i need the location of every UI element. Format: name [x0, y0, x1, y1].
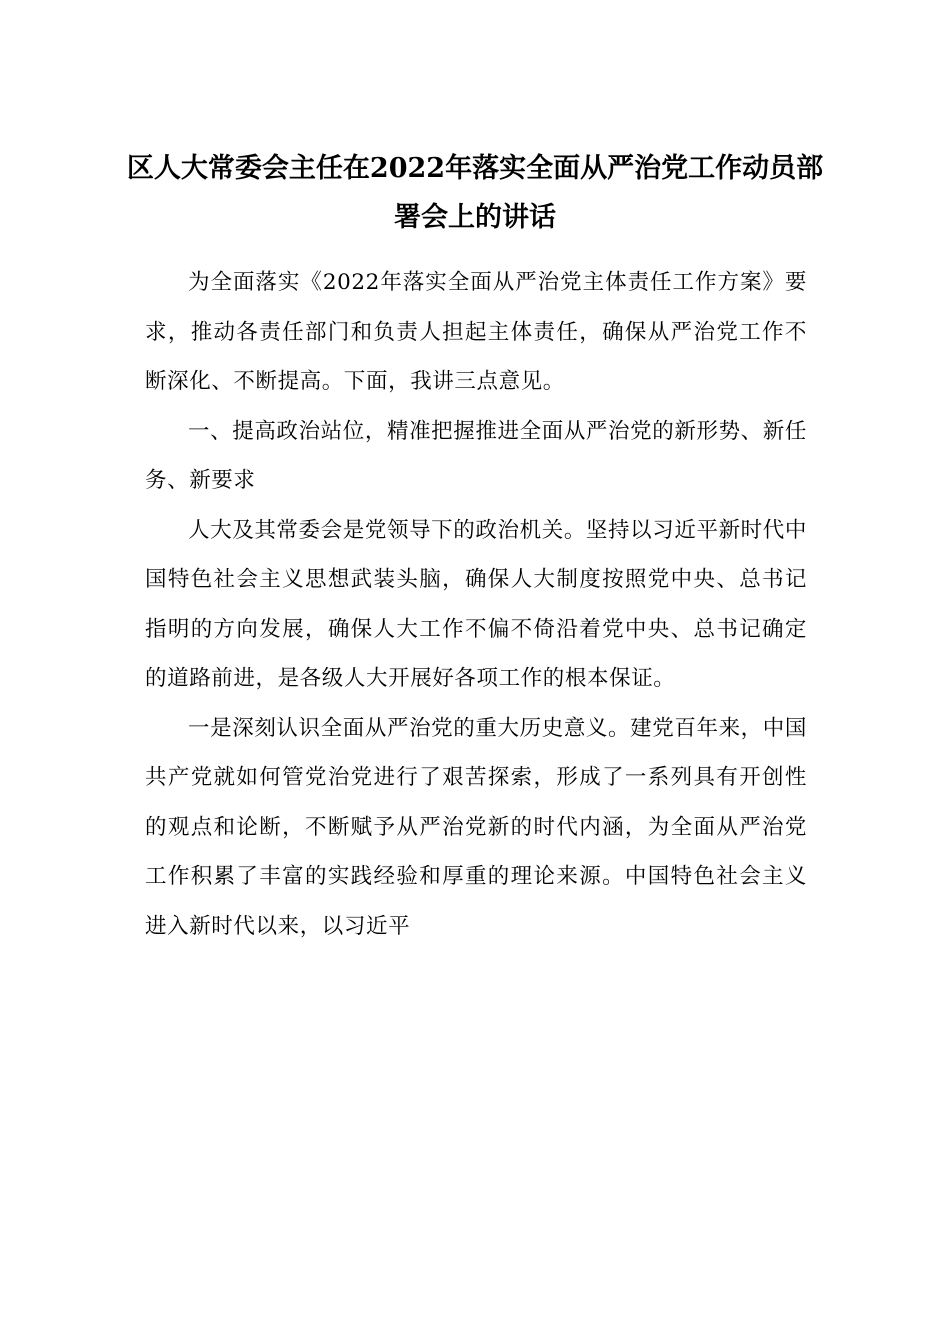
document-title-line-1: 区人大常委会主任在2022年落实全面从严治党工作动员部 [126, 153, 824, 184]
document-title-line-2: 署会上的讲话 [394, 202, 556, 233]
paragraph-body-2: 一是深刻认识全面从严治党的重大历史意义。建党百年来，中国共产党就如何管党治党进行了艰苦探索，形成了一系列具有开创性的观点和论断，不断赋予从严治党新的时代内涵，为全面从严治党工作积累了丰富的实践经验和厚重的理论来源。中国特色社会主义进入新时代以来，以习近平 [145, 715, 807, 939]
paragraph-intro: 为全面落实《2022年落实全面从严治党主体责任工作方案》要求，推动各责任部门和负责人担起主体责任，确保从严治党工作不断深化、不断提高。下面，我讲三点意见。 [145, 270, 807, 394]
paragraph-body-1: 人大及其常委会是党领导下的政治机关。坚持以习近平新时代中国特色社会主义思想武装头脑，确保人大制度按照党中央、总书记指明的方向发展，确保人大工作不偏不倚沿着党中央、总书记确定的道路前进，是各级人大开展好各项工作的根本保证。 [145, 517, 807, 691]
document-body [145, 258, 807, 951]
paragraph-section-heading-1: 一、提高政治站位，精准把握推进全面从严治党的新形势、新任务、新要求 [145, 418, 807, 493]
